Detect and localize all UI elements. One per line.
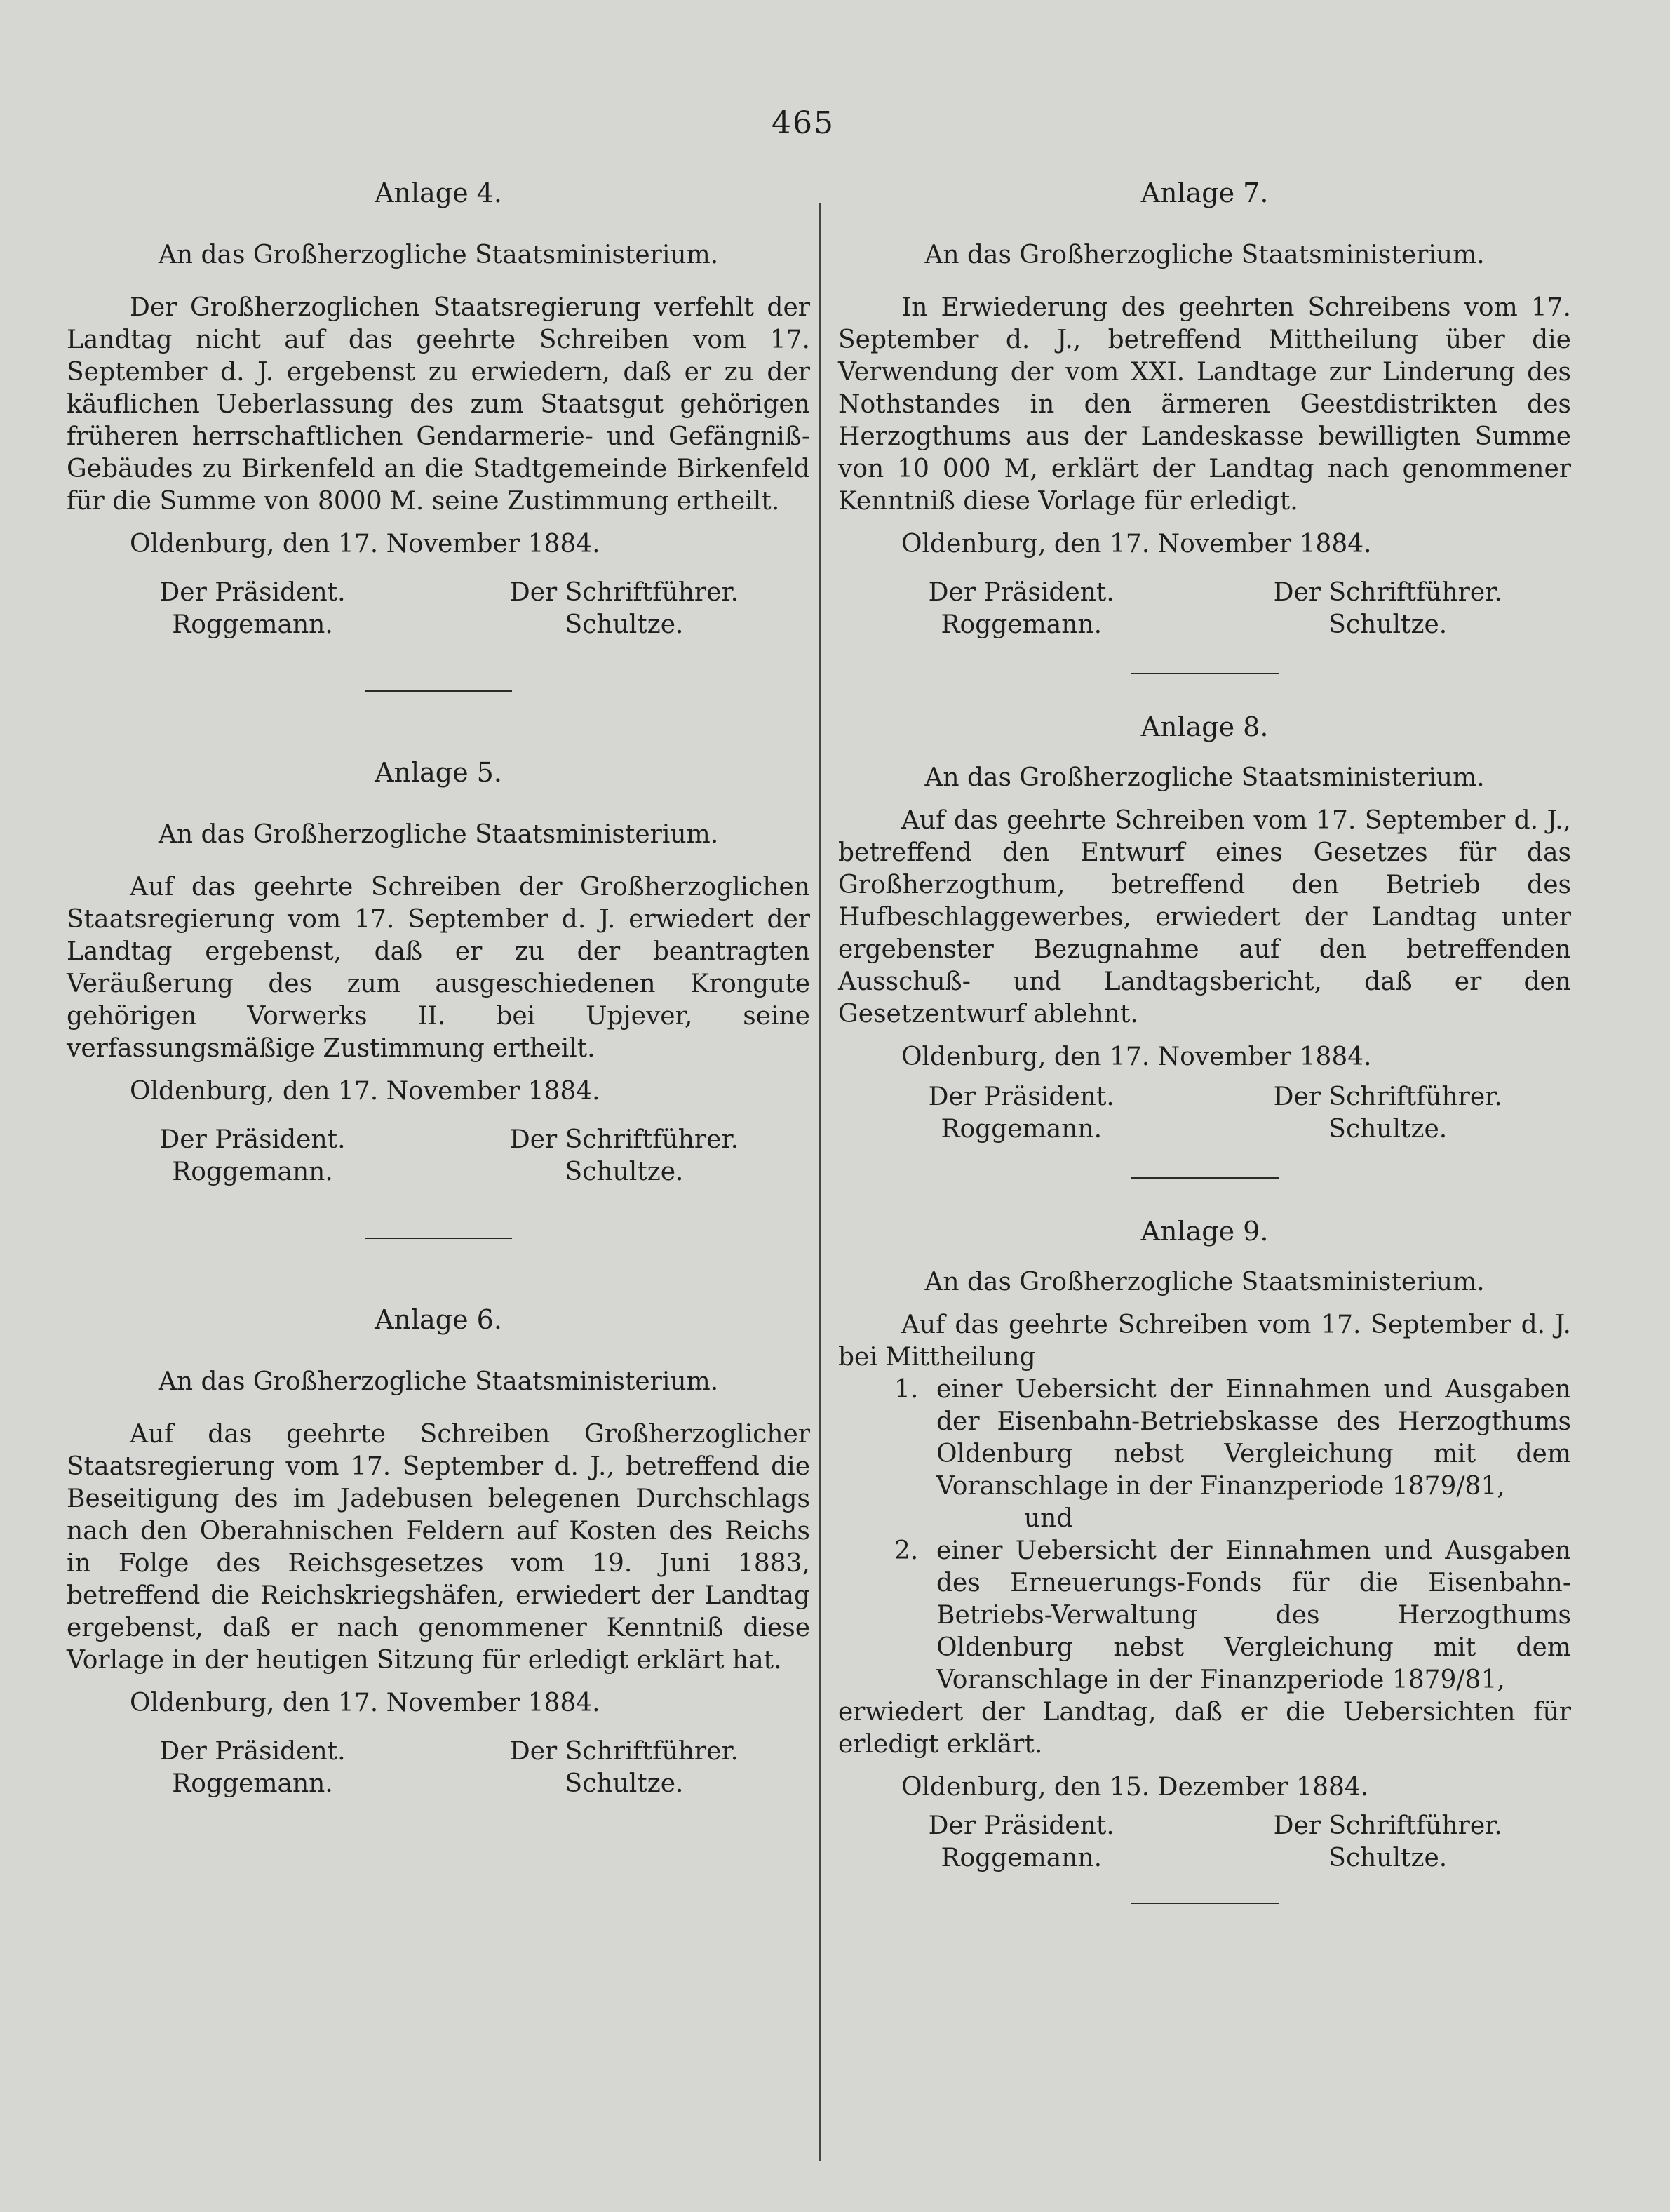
list-text: einer Uebersicht der Einnahmen und Ausgaben des Erneuerungs-Fonds für die Eisenbahn-Betriebs-Verwaltung des Herzogthums Oldenburg nebst Vergleichung mit dem Voranschlage in der Finanzperiode 1879/81,	[936, 1536, 1571, 1694]
signatures	[67, 1124, 810, 1188]
date-line: Oldenburg, den 17. November 1884.	[901, 530, 1372, 558]
signature-name: Schultze.	[1328, 1115, 1448, 1144]
signature-name: Schultze.	[565, 1769, 684, 1798]
addressee: An das Großherzogliche Staatsministerium.	[158, 241, 719, 269]
signature-secretary	[1205, 1810, 1572, 1875]
signatures	[838, 1810, 1571, 1875]
signature-title: Der Schriftführer.	[1273, 1082, 1502, 1111]
anlage-title: Anlage 5.	[375, 757, 502, 788]
list-number: 1.	[894, 1375, 919, 1404]
signatures	[838, 1081, 1571, 1146]
addressee: An das Großherzogliche Staatsministerium.	[924, 763, 1485, 792]
anlage-5-section	[67, 755, 810, 1239]
signature-title: Der Präsident.	[159, 1125, 346, 1154]
signature-title: Der Schriftführer.	[509, 1125, 739, 1154]
signature-president	[67, 1736, 438, 1800]
intro-text: Auf das geehrte Schreiben vom 17. September d. J. bei Mittheilung	[838, 1311, 1571, 1372]
signature-secretary	[438, 1736, 810, 1800]
signature-title: Der Präsident.	[928, 1082, 1115, 1111]
conjunction: und	[1024, 1504, 1073, 1533]
signature-name: Roggemann.	[172, 1158, 333, 1186]
section-rule	[1131, 673, 1279, 674]
signature-name: Schultze.	[1328, 610, 1448, 639]
signature-title: Der Schriftführer.	[1273, 578, 1502, 607]
signatures	[838, 577, 1571, 641]
date-line: Oldenburg, den 17. November 1884.	[130, 1689, 600, 1717]
anlage-4-section	[67, 175, 810, 692]
column-divider	[819, 203, 821, 2161]
signature-secretary	[438, 577, 810, 641]
signature-title: Der Präsident.	[928, 578, 1115, 607]
anlage-title: Anlage 8.	[1140, 711, 1269, 742]
anlage-9-section	[838, 1214, 1571, 1904]
body-text: Auf das geehrte Schreiben vom 17. September d. J., betreffend den Entwurf eines Gesetzes für das Großherzogthum, betreffend den Betrieb des Hufbeschlaggewerbes, erwiedert der Landtag unter ergebenster Bezugnahme auf den betreffenden Ausschuß- und Landtagsbericht, daß er den Gesetzentwurf ablehnt.	[838, 806, 1571, 1028]
date-line: Oldenburg, den 17. November 1884.	[130, 1077, 600, 1106]
section-rule	[1131, 1177, 1279, 1179]
section-rule	[1131, 1903, 1279, 1904]
date-line: Oldenburg, den 17. November 1884.	[130, 530, 600, 558]
signature-secretary	[1205, 1081, 1572, 1146]
list-text: einer Uebersicht der Einnahmen und Ausgaben der Eisenbahn-Betriebskasse des Herzogthums Oldenburg nebst Vergleichung mit dem Voranschlage in der Finanzperiode 1879/81,	[936, 1375, 1571, 1501]
addressee: An das Großherzogliche Staatsministerium.	[924, 241, 1485, 269]
body-text: Auf das geehrte Schreiben der Großherzoglichen Staatsregierung vom 17. September d. J. erwiedert der Landtag ergebenst, daß er zu der beantragten Veräußerung des zum ausgeschiedenen Krongute gehörigen Vorwerks II. bei Upjever, seine verfassungsmäßige Zustimmung ertheilt.	[67, 873, 810, 1063]
signature-name: Schultze.	[1328, 1844, 1448, 1872]
signature-title: Der Präsident.	[159, 1737, 346, 1766]
signature-president	[67, 577, 438, 641]
left-column	[67, 175, 810, 1800]
body-text: Der Großherzoglichen Staatsregierung verfehlt der Landtag nicht auf das geehrte Schreiben vom 17. September d. J. ergebenst zu erwiedern, daß er zu der käuflichen Ueberlassung des zum Staatsgut gehörigen früheren herrschaftlichen Gendarmerie- und Gefängniß-Gebäudes zu Birkenfeld an die Stadtgemeinde Birkenfeld für die Summe von 8000 M. seine Zustimmung ertheilt.	[67, 293, 810, 516]
enclosure-list	[838, 1374, 1571, 1503]
right-column	[838, 175, 1571, 1904]
date-line: Oldenburg, den 15. Dezember 1884.	[901, 1773, 1369, 1802]
signature-title: Der Schriftführer.	[509, 578, 739, 607]
list-number: 2.	[894, 1536, 919, 1565]
signature-title: Der Schriftführer.	[509, 1737, 739, 1766]
signature-name: Schultze.	[565, 610, 684, 639]
closing-text: erwiedert der Landtag, daß er die Uebersichten für erledigt erklärt.	[838, 1698, 1571, 1759]
anlage-7-section	[838, 175, 1571, 674]
anlage-title: Anlage 6.	[375, 1304, 502, 1335]
addressee: An das Großherzogliche Staatsministerium.	[158, 820, 719, 849]
anlage-title: Anlage 7.	[1140, 177, 1269, 208]
signatures	[67, 1736, 810, 1800]
signature-name: Roggemann.	[172, 1769, 333, 1798]
body-text: In Erwiederung des geehrten Schreibens vom 17. September d. J., betreffend Mittheilung über die Verwendung der vom XXI. Landtage zur Linderung des Nothstandes in den ärmeren Geestdistrikten des Herzogthums aus der Landeskasse bewilligten Summe von 10 000 M, erklärt der Landtag nach genommener Kenntniß diese Vorlage für erledigt.	[838, 293, 1571, 516]
signature-name: Roggemann.	[941, 610, 1103, 639]
page-number: 465	[772, 105, 835, 141]
signature-president	[67, 1124, 438, 1188]
signature-president	[838, 1810, 1205, 1875]
signature-title: Der Präsident.	[928, 1811, 1115, 1840]
anlage-8-section	[838, 709, 1571, 1179]
section-rule	[365, 690, 512, 692]
body-text: Auf das geehrte Schreiben Großherzoglicher Staatsregierung vom 17. September d. J., betreffend die Beseitigung des im Jadebusen belegenen Durchschlags nach den Oberahnischen Feldern auf Kosten des Reichs in Folge des Reichsgesetzes vom 19. Juni 1883, betreffend die Reichskriegshäfen, erwiedert der Landtag ergebenst, daß er nach genommener Kenntniß diese Vorlage in der heutigen Sitzung für erledigt erklärt hat.	[67, 1420, 810, 1675]
signature-secretary	[438, 1124, 810, 1188]
anlage-title: Anlage 4.	[375, 177, 502, 208]
signature-name: Roggemann.	[172, 610, 333, 639]
signature-name: Roggemann.	[941, 1115, 1103, 1144]
list-item	[894, 1535, 1571, 1696]
addressee: An das Großherzogliche Staatsministerium.	[158, 1367, 719, 1396]
anlage-title: Anlage 9.	[1140, 1216, 1269, 1247]
anlage-6-section	[67, 1302, 810, 1800]
signature-name: Schultze.	[565, 1158, 684, 1186]
signature-title: Der Schriftführer.	[1273, 1811, 1502, 1840]
signature-president	[838, 1081, 1205, 1146]
date-line: Oldenburg, den 17. November 1884.	[901, 1043, 1372, 1071]
signature-president	[838, 577, 1205, 641]
addressee: An das Großherzogliche Staatsministerium.	[924, 1268, 1485, 1296]
signatures	[67, 577, 810, 641]
signature-secretary	[1205, 577, 1572, 641]
enclosure-list	[838, 1535, 1571, 1696]
list-item	[894, 1374, 1571, 1503]
signature-name: Roggemann.	[941, 1844, 1103, 1872]
signature-title: Der Präsident.	[159, 578, 346, 607]
section-rule	[365, 1238, 512, 1239]
